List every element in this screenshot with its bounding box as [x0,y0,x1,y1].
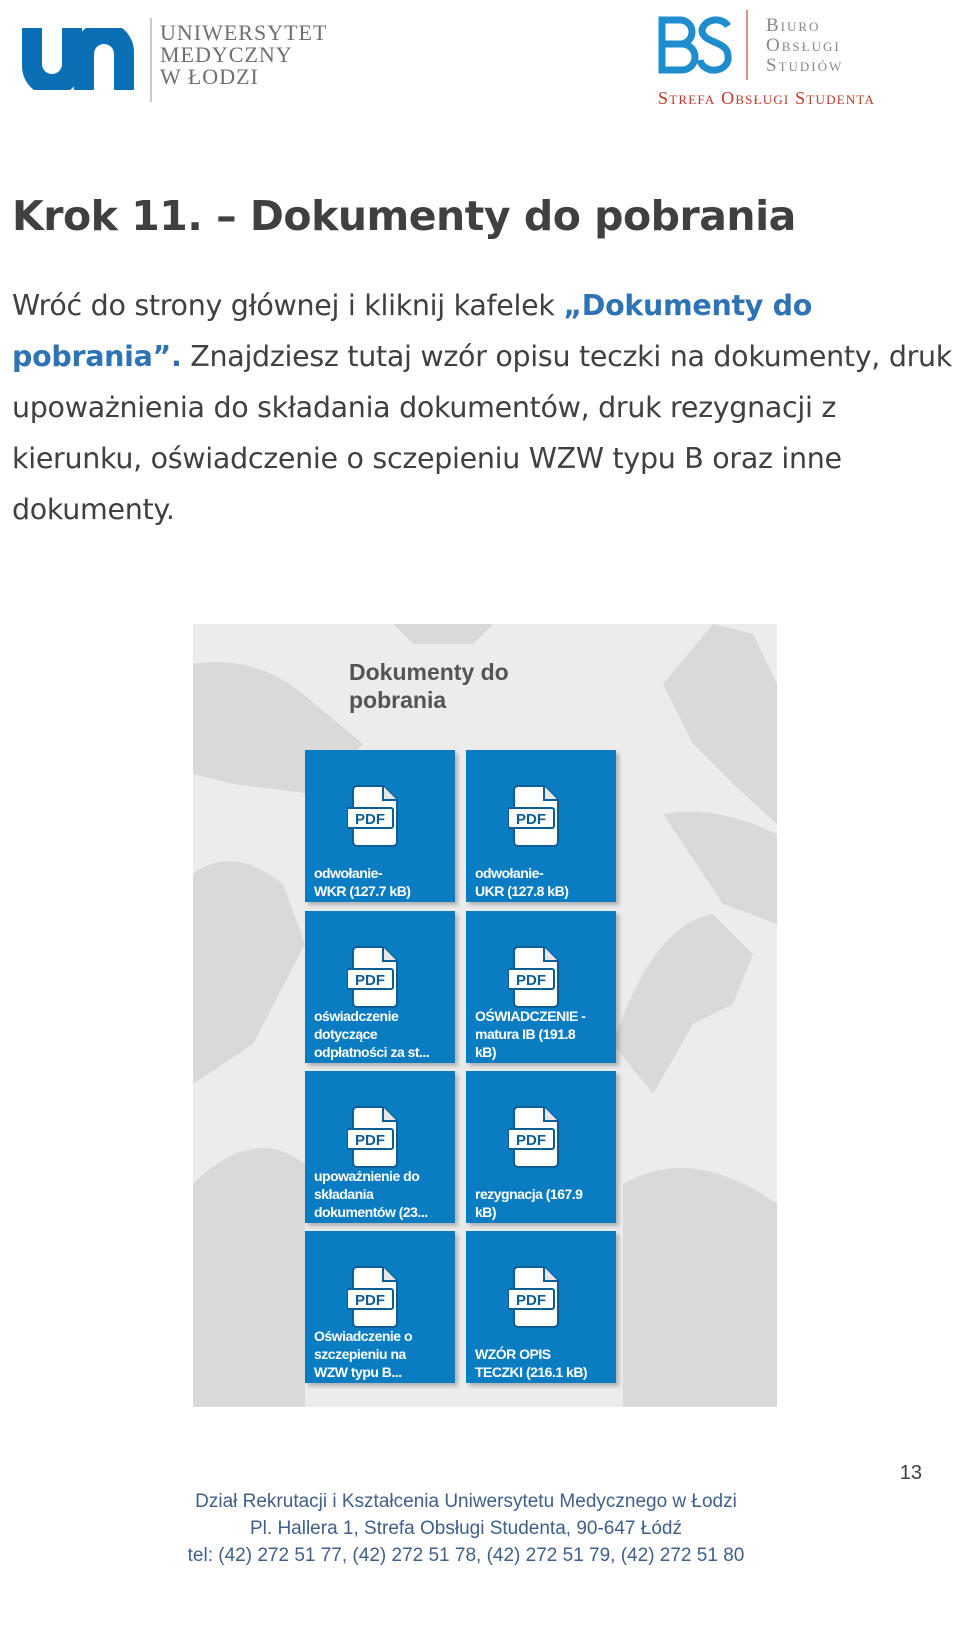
document-tile-label: rezygnacja (167.9 kB) [475,1186,583,1220]
um-logo-line: UNIWERSYTET [160,20,328,45]
pdf-icon-text: PDF [355,1292,385,1309]
pdf-icon-text: PDF [516,972,546,989]
pdf-icon [508,945,564,1009]
bos-logo [658,10,928,114]
paragraph-highlight: „Dokumenty do pobrania”. [12,289,813,373]
pdf-icon [508,1265,564,1329]
documents-screenshot [193,624,777,1407]
document-tile[interactable] [466,911,616,1063]
tiles-section-title: Dokumenty do pobrania [349,659,509,713]
pdf-icon-text: PDF [355,811,385,828]
document-tile[interactable] [305,911,455,1063]
page-footer [0,1488,932,1569]
bos-tagline: Strefa Obsługi Studenta [658,88,876,108]
document-tile[interactable] [305,750,455,902]
pdf-icon [347,1265,403,1329]
pdf-icon [508,784,564,848]
pdf-icon [347,1105,403,1169]
bos-logo-icon [658,14,734,78]
document-tile-label: upoważnienie do składania dokumentów (23... [314,1168,428,1220]
um-logo-line: W ŁODZI [160,64,259,89]
bos-logo-wordmark [766,16,843,76]
pdf-icon-text: PDF [355,972,385,989]
footer-line: Pl. Hallera 1, Strefa Obsługi Studenta, 90-647 Łódź [250,1518,682,1539]
paragraph-text: Znajdziesz tutaj wzór opisu teczki na dokumenty, druk upoważnienia do składania dokumentów, druk rezygnacji z kierunku, oświadczenie o sczepieniu WZW typu B oraz inne dokumenty. [12,340,953,526]
um-logo-line: MEDYCZNY [160,42,293,67]
pdf-icon-text: PDF [516,1292,546,1309]
document-tile-label: odwołanie- WKR (127.7 kB) [314,865,411,899]
pdf-icon [347,945,403,1009]
document-tile[interactable] [466,1071,616,1223]
pdf-icon-text: PDF [355,1132,385,1149]
pdf-icon-text: PDF [516,811,546,828]
document-tile-label: Oświadczenie o szczepieniu na WZW typu B... [314,1328,413,1380]
document-tile[interactable] [466,1231,616,1383]
document-tile-label: WZÓR OPIS TECZKI (216.1 kB) [475,1346,588,1380]
footer-line: Dział Rekrutacji i Kształcenia Uniwersytetu Medycznego w Łodzi [195,1491,737,1512]
document-tile[interactable] [466,750,616,902]
document-tile[interactable] [305,1231,455,1383]
page-number: 13 [899,1462,922,1484]
document-tile[interactable] [305,1071,455,1223]
pdf-icon [347,784,403,848]
bos-logo-line: Studiów [766,55,844,76]
paragraph-text: Wróć do strony głównej i kliknij kafelek [12,289,564,322]
pdf-icon-text: PDF [516,1132,546,1149]
instruction-paragraph [12,280,952,535]
bos-logo-divider [746,10,748,80]
um-logo-icon [22,28,134,90]
page-title: Krok 11. – Dokumenty do pobrania [12,192,796,240]
document-tile-label: oświadczenie dotyczące odpłatności za st... [314,1008,430,1060]
bos-logo-line: Biuro [766,15,821,36]
bos-logo-line: Obsługi [766,35,841,56]
pdf-icon [508,1105,564,1169]
document-tile-label: OŚWIADCZENIE - matura IB (191.8 kB) [475,1008,586,1060]
um-logo [22,16,342,102]
footer-line: tel: (42) 272 51 77, (42) 272 51 78, (42) 272 51 79, (42) 272 51 80 [187,1545,745,1566]
um-logo-divider [150,18,152,102]
um-logo-wordmark [160,22,327,88]
document-tile-label: odwołanie- UKR (127.8 kB) [475,865,569,899]
